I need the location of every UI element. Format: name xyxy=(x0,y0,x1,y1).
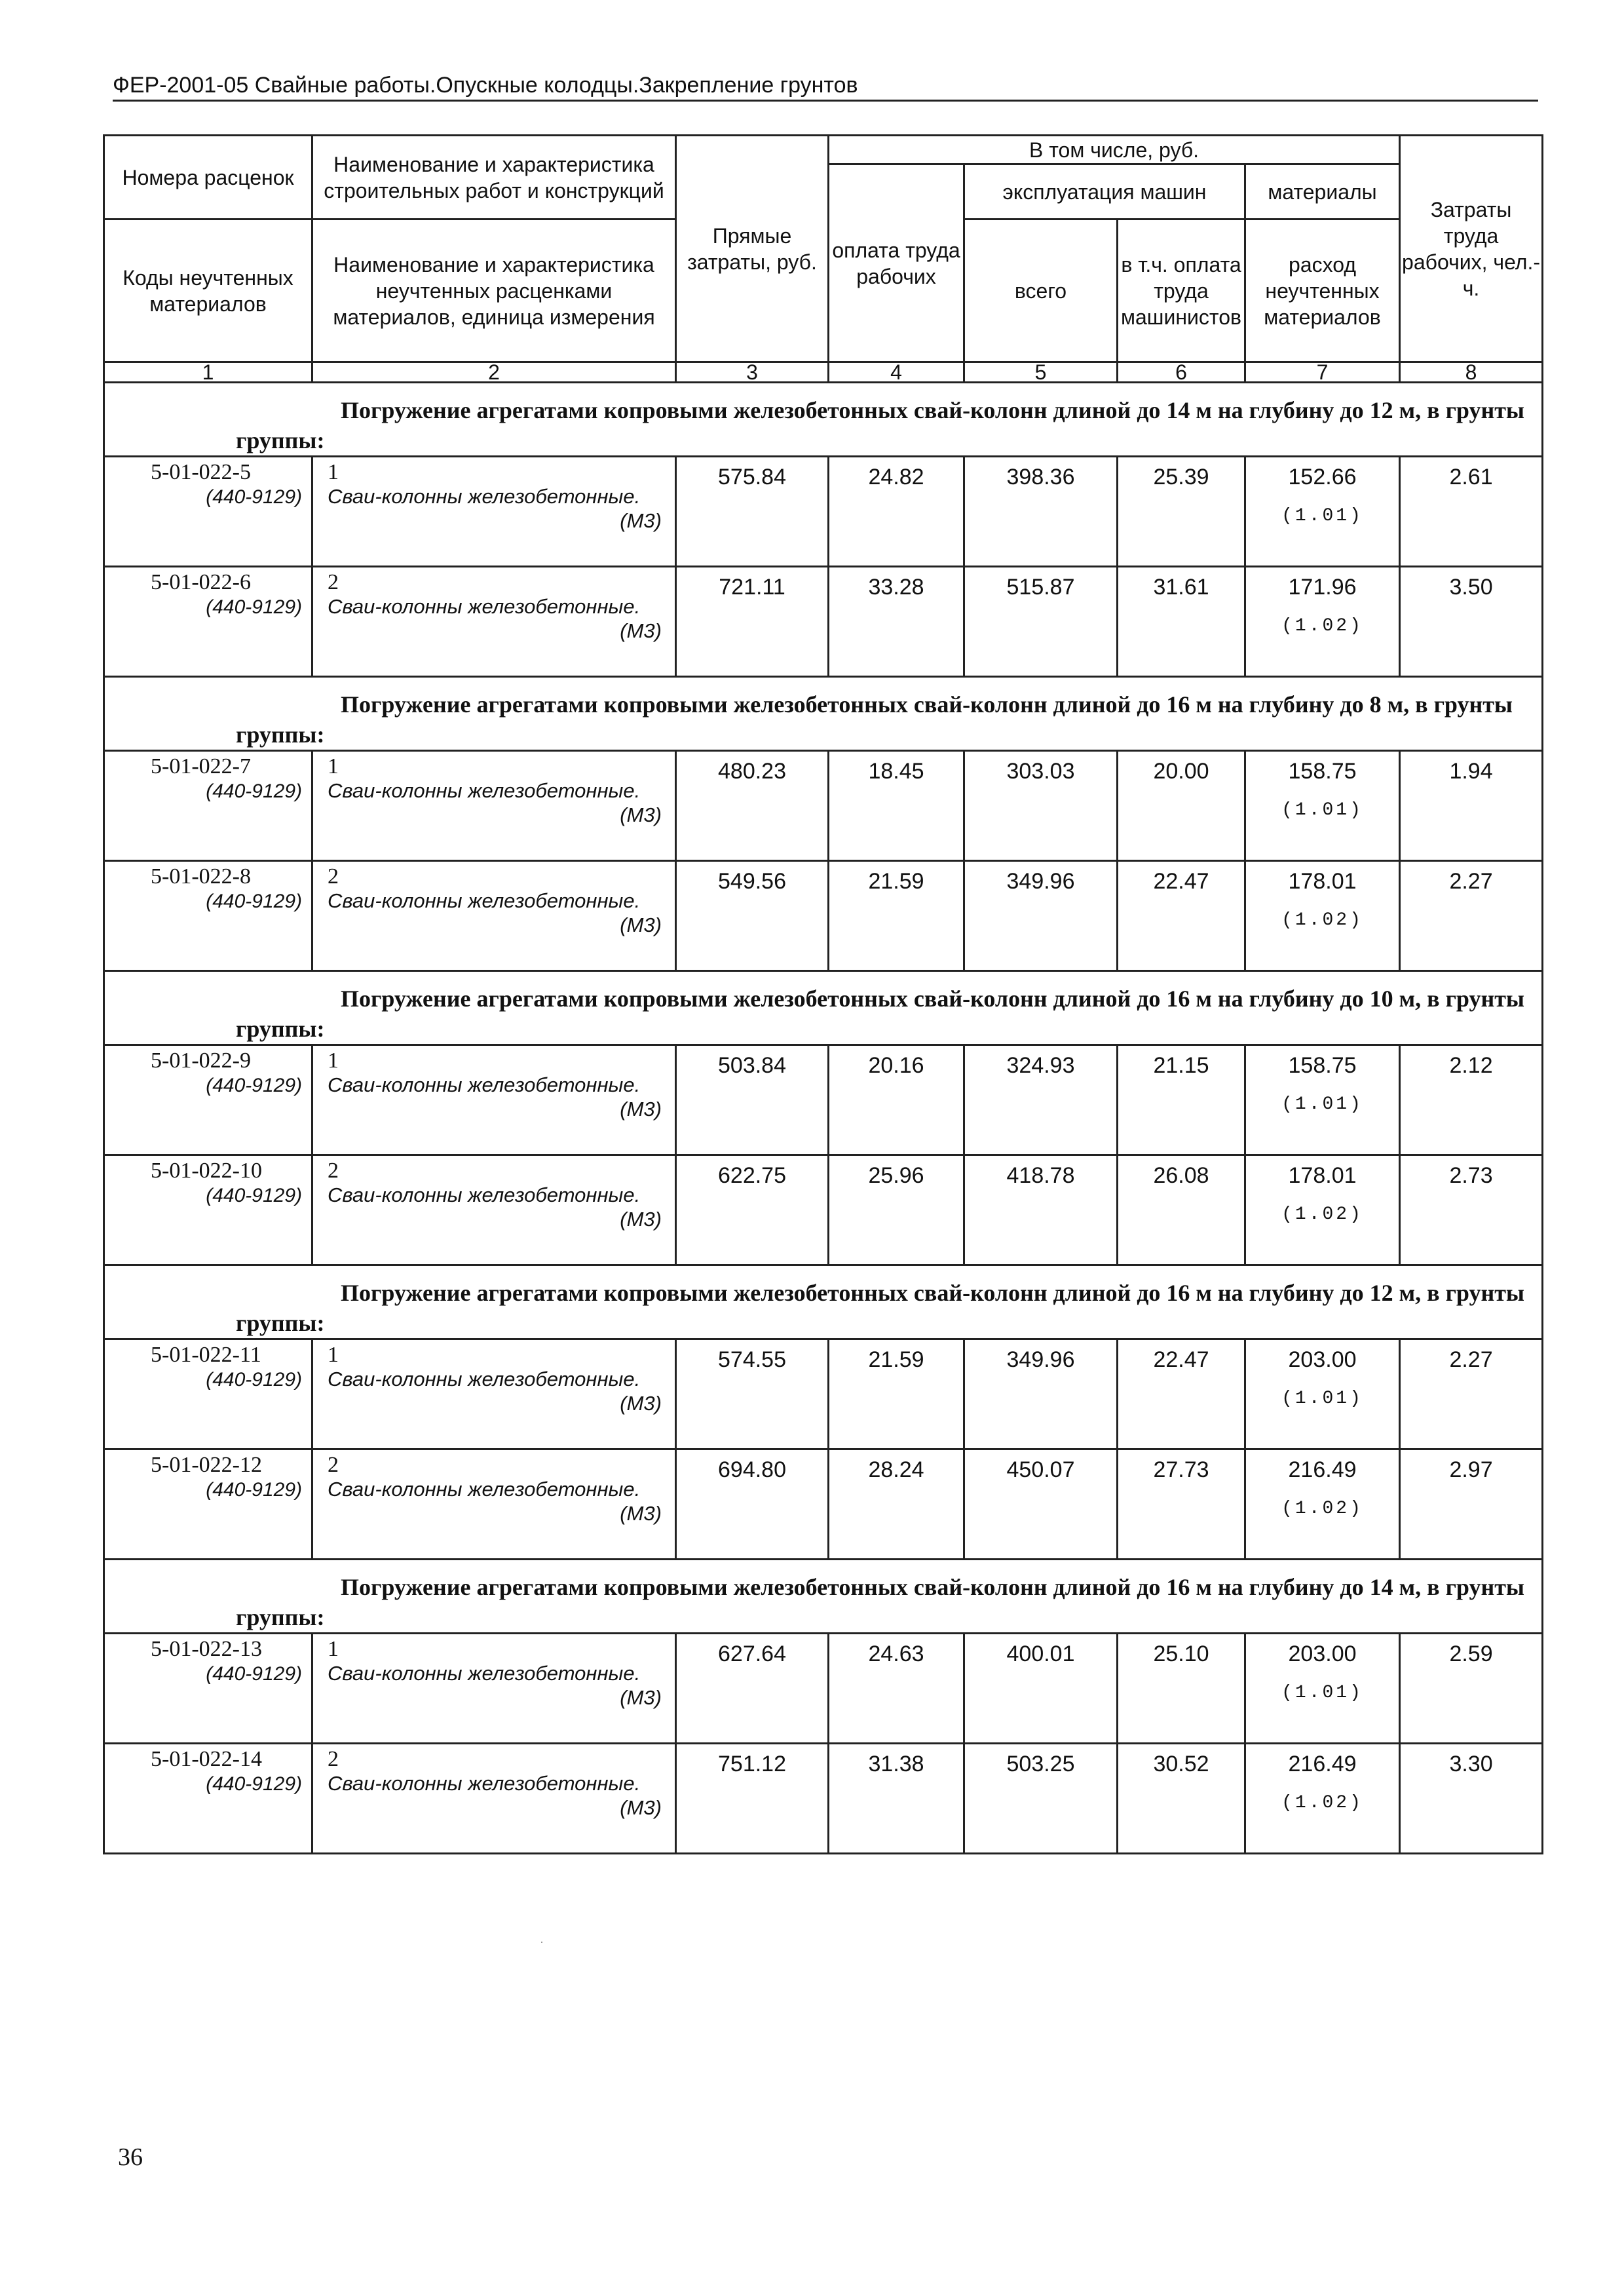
rate-code: 5-01-022-8 xyxy=(151,864,251,889)
header-material-name: Наименование и характеристика неучтенных расценками материалов, единица измерения xyxy=(312,220,676,362)
rate-code-cell xyxy=(104,1744,312,1854)
header-labor-hours: Затраты труда рабочих, чел.-ч. xyxy=(1400,136,1543,362)
rate-code: 5-01-022-11 xyxy=(151,1343,261,1367)
worker-pay: 31.38 xyxy=(829,1744,964,1854)
machines-total: 400.01 xyxy=(964,1634,1118,1744)
rate-code-cell xyxy=(104,1045,312,1155)
rate-description-cell xyxy=(312,457,676,567)
material-code: (440-9129) xyxy=(206,1185,302,1206)
operator-pay: 26.08 xyxy=(1118,1155,1245,1265)
material-code: (440-9129) xyxy=(206,1075,302,1096)
material-code: (440-9129) xyxy=(206,891,302,912)
rate-row xyxy=(104,751,1543,861)
material-unit: (М3) xyxy=(620,803,662,826)
labor-hours: 2.61 xyxy=(1400,457,1543,567)
rate-code: 5-01-022-13 xyxy=(151,1637,262,1661)
machines-total: 324.93 xyxy=(964,1045,1118,1155)
material-quantity: (1.02) xyxy=(1281,1499,1363,1519)
operator-pay: 22.47 xyxy=(1118,861,1245,971)
material-name: Сваи-колонны железобетонные. xyxy=(328,889,641,912)
machines-total: 515.87 xyxy=(964,567,1118,677)
rate-code-cell xyxy=(104,861,312,971)
rate-description-cell xyxy=(312,1744,676,1854)
section-title-row xyxy=(104,1265,1543,1339)
direct-costs: 751.12 xyxy=(676,1744,829,1854)
column-number: 2 xyxy=(312,362,676,383)
rate-description-cell xyxy=(312,1155,676,1265)
rate-code: 5-01-022-14 xyxy=(151,1747,262,1771)
section-title-row xyxy=(104,971,1543,1045)
material-quantity: (1.01) xyxy=(1281,1094,1363,1115)
header-work-name: Наименование и характеристика строительных работ и конструкций xyxy=(312,136,676,220)
column-number: 6 xyxy=(1118,362,1245,383)
machines-total: 418.78 xyxy=(964,1155,1118,1265)
material-code: (440-9129) xyxy=(206,1369,302,1391)
materials-cell xyxy=(1245,1744,1400,1854)
column-numbers-row xyxy=(104,362,1543,383)
rate-description-cell xyxy=(312,1045,676,1155)
rate-code: 5-01-022-9 xyxy=(151,1048,251,1073)
labor-hours: 2.97 xyxy=(1400,1449,1543,1560)
material-name: Сваи-колонны железобетонные. xyxy=(328,1073,641,1096)
rates-table xyxy=(103,134,1543,1854)
rate-row xyxy=(104,861,1543,971)
labor-hours: 2.59 xyxy=(1400,1634,1543,1744)
material-quantity: (1.01) xyxy=(1281,506,1363,526)
labor-hours: 3.50 xyxy=(1400,567,1543,677)
material-unit: (М3) xyxy=(620,1208,662,1231)
column-number: 3 xyxy=(676,362,829,383)
materials-cost: 152.66 xyxy=(1288,465,1357,489)
labor-hours: 2.12 xyxy=(1400,1045,1543,1155)
materials-cell xyxy=(1245,1449,1400,1560)
rate-row xyxy=(104,1339,1543,1449)
rate-description-cell xyxy=(312,567,676,677)
rate-code: 5-01-022-10 xyxy=(151,1159,262,1183)
materials-cost: 216.49 xyxy=(1288,1457,1357,1482)
header-material-consumption: расход неучтенных материалов xyxy=(1245,220,1400,362)
soil-group: 1 xyxy=(328,1048,339,1073)
material-name: Сваи-колонны железобетонные. xyxy=(328,1368,641,1391)
materials-cell xyxy=(1245,861,1400,971)
rate-code-cell xyxy=(104,1155,312,1265)
soil-group: 2 xyxy=(328,864,339,889)
materials-cell xyxy=(1245,457,1400,567)
rate-description-cell xyxy=(312,751,676,861)
direct-costs: 549.56 xyxy=(676,861,829,971)
page-header: ФЕР-2001-05 Свайные работы.Опускные колодцы.Закрепление грунтов xyxy=(113,71,1538,102)
material-name: Сваи-колонны железобетонные. xyxy=(328,1478,641,1501)
machines-total: 349.96 xyxy=(964,861,1118,971)
header-materials: материалы xyxy=(1245,164,1400,220)
materials-cost: 216.49 xyxy=(1288,1752,1357,1776)
material-name: Сваи-колонны железобетонные. xyxy=(328,485,641,508)
soil-group: 2 xyxy=(328,1453,339,1477)
materials-cell xyxy=(1245,1634,1400,1744)
material-quantity: (1.02) xyxy=(1281,1204,1363,1225)
material-quantity: (1.02) xyxy=(1281,910,1363,930)
material-unit: (М3) xyxy=(620,1502,662,1525)
machines-total: 349.96 xyxy=(964,1339,1118,1449)
rate-row xyxy=(104,1744,1543,1854)
operator-pay: 27.73 xyxy=(1118,1449,1245,1560)
rate-row xyxy=(104,1045,1543,1155)
operator-pay: 25.39 xyxy=(1118,457,1245,567)
rate-description-cell xyxy=(312,1634,676,1744)
direct-costs: 721.11 xyxy=(676,567,829,677)
section-title: Погружение агрегатами копровыми железобетонных свай-колонн длиной до 14 м на глубину до 12 м, в грунты группы: xyxy=(104,383,1543,457)
material-code: (440-9129) xyxy=(206,596,302,618)
column-number: 8 xyxy=(1400,362,1543,383)
header-including: В том числе, руб. xyxy=(829,136,1400,164)
material-unit: (М3) xyxy=(620,1796,662,1819)
material-quantity: (1.01) xyxy=(1281,1683,1363,1703)
materials-cell xyxy=(1245,751,1400,861)
material-name: Сваи-колонны железобетонные. xyxy=(328,1772,641,1795)
material-code: (440-9129) xyxy=(206,1663,302,1685)
direct-costs: 694.80 xyxy=(676,1449,829,1560)
machines-total: 503.25 xyxy=(964,1744,1118,1854)
rate-row xyxy=(104,1449,1543,1560)
worker-pay: 18.45 xyxy=(829,751,964,861)
column-number: 4 xyxy=(829,362,964,383)
rate-row xyxy=(104,567,1543,677)
materials-cell xyxy=(1245,1045,1400,1155)
materials-cost: 171.96 xyxy=(1288,575,1357,600)
direct-costs: 575.84 xyxy=(676,457,829,567)
materials-cost: 203.00 xyxy=(1288,1347,1357,1372)
section-title-row xyxy=(104,677,1543,751)
worker-pay: 24.82 xyxy=(829,457,964,567)
worker-pay: 25.96 xyxy=(829,1155,964,1265)
machines-total: 303.03 xyxy=(964,751,1118,861)
material-name: Сваи-колонны железобетонные. xyxy=(328,595,641,618)
worker-pay: 21.59 xyxy=(829,861,964,971)
header-machine-operation: эксплуатация машин xyxy=(964,164,1245,220)
material-unit: (М3) xyxy=(620,509,662,532)
worker-pay: 33.28 xyxy=(829,567,964,677)
material-quantity: (1.01) xyxy=(1281,1389,1363,1409)
section-title: Погружение агрегатами копровыми железобетонных свай-колонн длиной до 16 м на глубину до 10 м, в грунты группы: xyxy=(104,971,1543,1045)
worker-pay: 28.24 xyxy=(829,1449,964,1560)
rate-code: 5-01-022-12 xyxy=(151,1453,262,1477)
section-title: Погружение агрегатами копровыми железобетонных свай-колонн длиной до 16 м на глубину до 14 м, в грунты группы: xyxy=(104,1560,1543,1634)
rate-code-cell xyxy=(104,567,312,677)
rate-row xyxy=(104,1634,1543,1744)
rate-code: 5-01-022-7 xyxy=(151,754,251,778)
labor-hours: 2.27 xyxy=(1400,1339,1543,1449)
column-number: 1 xyxy=(104,362,312,383)
rate-description-cell xyxy=(312,861,676,971)
rate-code-cell xyxy=(104,1634,312,1744)
section-title: Погружение агрегатами копровыми железобетонных свай-колонн длиной до 16 м на глубину до 8 м, в грунты группы: xyxy=(104,677,1543,751)
material-name: Сваи-колонны железобетонные. xyxy=(328,1183,641,1206)
materials-cell xyxy=(1245,567,1400,677)
materials-cost: 203.00 xyxy=(1288,1641,1357,1666)
direct-costs: 574.55 xyxy=(676,1339,829,1449)
worker-pay: 20.16 xyxy=(829,1045,964,1155)
rate-code-cell xyxy=(104,1339,312,1449)
scan-mark xyxy=(541,1942,542,1943)
rate-description-cell xyxy=(312,1339,676,1449)
material-quantity: (1.02) xyxy=(1281,1793,1363,1813)
materials-cost: 178.01 xyxy=(1288,869,1357,894)
section-title-row xyxy=(104,383,1543,457)
header-operator-pay: в т.ч. оплата труда машинистов xyxy=(1118,220,1245,362)
operator-pay: 21.15 xyxy=(1118,1045,1245,1155)
material-name: Сваи-колонны железобетонные. xyxy=(328,1662,641,1685)
materials-cost: 178.01 xyxy=(1288,1163,1357,1188)
header-rate-numbers: Номера расценок xyxy=(104,136,312,220)
machines-total: 450.07 xyxy=(964,1449,1118,1560)
direct-costs: 480.23 xyxy=(676,751,829,861)
rate-code-cell xyxy=(104,457,312,567)
direct-costs: 627.64 xyxy=(676,1634,829,1744)
soil-group: 2 xyxy=(328,1159,339,1183)
worker-pay: 21.59 xyxy=(829,1339,964,1449)
header-direct-costs: Прямые затраты, руб. xyxy=(676,136,829,362)
direct-costs: 622.75 xyxy=(676,1155,829,1265)
soil-group: 1 xyxy=(328,460,339,484)
material-unit: (М3) xyxy=(620,1098,662,1121)
operator-pay: 25.10 xyxy=(1118,1634,1245,1744)
header-worker-pay: оплата труда рабочих xyxy=(829,164,964,362)
labor-hours: 3.30 xyxy=(1400,1744,1543,1854)
header-material-codes: Коды неучтенных материалов xyxy=(104,220,312,362)
rate-row xyxy=(104,457,1543,567)
operator-pay: 30.52 xyxy=(1118,1744,1245,1854)
soil-group: 1 xyxy=(328,1637,339,1661)
column-number: 5 xyxy=(964,362,1118,383)
material-quantity: (1.01) xyxy=(1281,800,1363,820)
rate-code-cell xyxy=(104,1449,312,1560)
page-number: 36 xyxy=(118,2143,143,2171)
rate-description-cell xyxy=(312,1449,676,1560)
rate-row xyxy=(104,1155,1543,1265)
material-unit: (М3) xyxy=(620,1686,662,1709)
materials-cell xyxy=(1245,1155,1400,1265)
section-title: Погружение агрегатами копровыми железобетонных свай-колонн длиной до 16 м на глубину до 12 м, в грунты группы: xyxy=(104,1265,1543,1339)
section-title-row xyxy=(104,1560,1543,1634)
rate-code-cell xyxy=(104,751,312,861)
labor-hours: 2.27 xyxy=(1400,861,1543,971)
header-machines-total: всего xyxy=(964,220,1118,362)
machines-total: 398.36 xyxy=(964,457,1118,567)
materials-cost: 158.75 xyxy=(1288,759,1357,784)
operator-pay: 31.61 xyxy=(1118,567,1245,677)
material-code: (440-9129) xyxy=(206,1479,302,1501)
materials-cell xyxy=(1245,1339,1400,1449)
material-unit: (М3) xyxy=(620,913,662,936)
material-name: Сваи-колонны железобетонные. xyxy=(328,779,641,802)
material-code: (440-9129) xyxy=(206,1773,302,1795)
labor-hours: 2.73 xyxy=(1400,1155,1543,1265)
soil-group: 1 xyxy=(328,754,339,778)
material-code: (440-9129) xyxy=(206,486,302,508)
operator-pay: 22.47 xyxy=(1118,1339,1245,1449)
direct-costs: 503.84 xyxy=(676,1045,829,1155)
soil-group: 1 xyxy=(328,1343,339,1367)
material-code: (440-9129) xyxy=(206,780,302,802)
material-quantity: (1.02) xyxy=(1281,616,1363,636)
material-unit: (М3) xyxy=(620,1392,662,1415)
materials-cost: 158.75 xyxy=(1288,1053,1357,1078)
operator-pay: 20.00 xyxy=(1118,751,1245,861)
rate-code: 5-01-022-5 xyxy=(151,460,251,484)
material-unit: (М3) xyxy=(620,619,662,642)
column-number: 7 xyxy=(1245,362,1400,383)
worker-pay: 24.63 xyxy=(829,1634,964,1744)
soil-group: 2 xyxy=(328,1747,339,1771)
soil-group: 2 xyxy=(328,570,339,594)
labor-hours: 1.94 xyxy=(1400,751,1543,861)
rate-code: 5-01-022-6 xyxy=(151,570,251,594)
